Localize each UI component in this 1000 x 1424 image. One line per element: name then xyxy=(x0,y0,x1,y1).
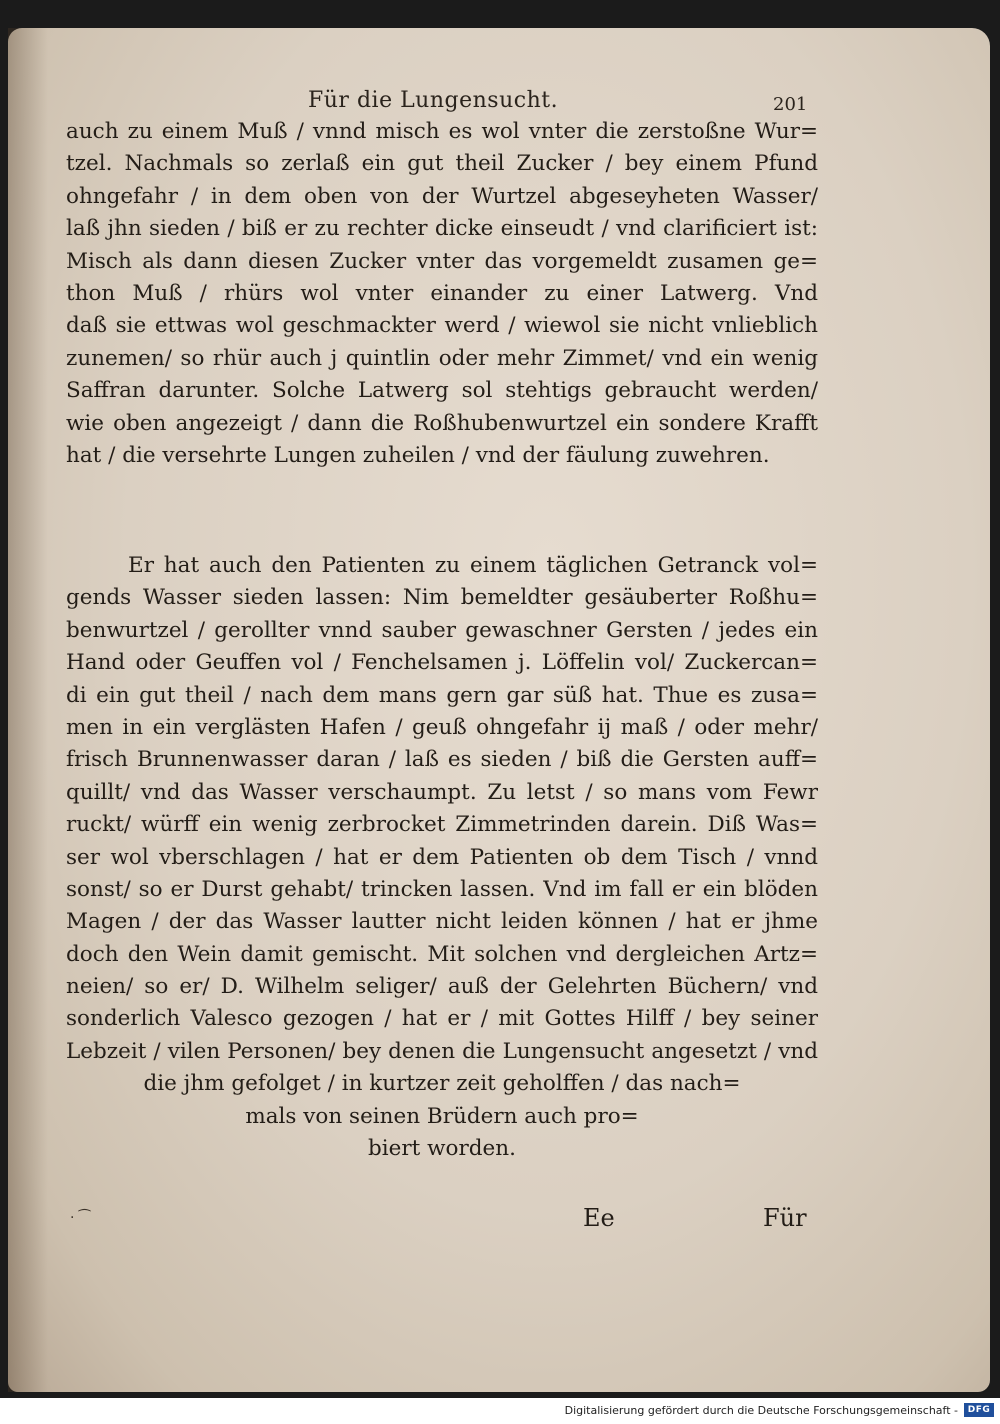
ink-mark: · ⁀ xyxy=(70,1210,91,1226)
text-line: tzel. Nachmals so zerlaß ein gut theil Zucker / bey einem Pfund xyxy=(66,151,818,177)
closing-line: mals von seinen Brüdern auch pro= xyxy=(245,1103,639,1129)
text-line: ser wol vberschlagen / hat er dem Patienten ob dem Tisch / vnnd xyxy=(66,844,818,870)
text-line: doch den Wein damit gemischt. Mit solchen vnd dergleichen Artz= xyxy=(66,941,818,967)
text-line: Er hat auch den Patienten zu einem täglichen Getranck vol= xyxy=(128,553,818,578)
text-line: di ein gut theil / nach dem mans gern gar süß hat. Thue es zusa= xyxy=(66,682,818,708)
footer-bar xyxy=(0,1398,1000,1424)
book-page xyxy=(8,28,990,1392)
text-line: ruckt/ würff ein wenig zerbrocket Zimmetrinden darein. Diß Was= xyxy=(66,812,818,838)
signature-mark: Ee xyxy=(583,1204,615,1232)
text-line: sonst/ so er Durst gehabt/ trincken lassen. Vnd im fall er ein blöden xyxy=(66,876,818,902)
paragraph-1 xyxy=(66,116,818,472)
closing-line: biert worden. xyxy=(368,1136,516,1162)
text-line: quillt/ vnd das Wasser verschaumpt. Zu letst / so mans vom Fewr xyxy=(66,779,818,805)
text-line: auch zu einem Muß / vnnd misch es wol vnter die zerstoßne Wur= xyxy=(66,119,818,144)
text-line: hat / die versehrte Lungen zuheilen / vnd der fäulung zuwehren. xyxy=(66,442,770,468)
funding-notice: Digitalisierung gefördert durch die Deutsche Forschungsgemeinschaft - xyxy=(564,1404,958,1417)
text-line: Magen / der das Wasser lautter nicht leiden können / hat er jhme xyxy=(66,909,818,935)
text-line: Hand oder Geuffen vol / Fenchelsamen j. Löffelin vol/ Zuckercan= xyxy=(66,650,818,676)
text-line: gends Wasser sieden lassen: Nim bemeldter gesäuberter Roßhu= xyxy=(66,585,818,611)
text-line: daß sie ettwas wol geschmackter werd / wiewol sie nicht vnlieblich xyxy=(66,313,818,339)
text-line: Misch als dann diesen Zucker vnter das vorgemeldt zusamen ge= xyxy=(66,248,818,274)
text-line: wie oben angezeigt / dann die Roßhubenwurtzel ein sondere Krafft xyxy=(66,410,818,436)
closing-line: die jhm gefolget / in kurtzer zeit geholffen / das nach= xyxy=(143,1071,741,1097)
text-line: men in ein verglästen Hafen / geuß ohngefahr ij maß / oder mehr/ xyxy=(66,714,818,740)
text-line: sonderlich Valesco gezogen / hat er / mit Gottes Hilff / bey seiner xyxy=(66,1006,818,1032)
catchword: Für xyxy=(763,1204,807,1232)
text-line: frisch Brunnenwasser daran / laß es sieden / biß die Gersten auff= xyxy=(66,747,818,773)
text-line: zunemen/ so rhür auch j quintlin oder mehr Zimmet/ vnd ein wenig xyxy=(66,345,818,371)
text-line: ohngefahr / in dem oben von der Wurtzel abgeseyheten Wasser/ xyxy=(66,183,818,209)
text-line: Saffran darunter. Solche Latwerg sol stehtigs gebraucht werden/ xyxy=(66,378,818,404)
page-shadow xyxy=(8,28,48,1392)
running-head: Für die Lungensucht. xyxy=(308,88,559,113)
text-line: laß jhn sieden / biß er zu rechter dicke einseudt / vnd clarificiert ist: xyxy=(66,216,818,242)
text-line: benwurtzel / gerollter vnnd sauber gewaschner Gersten / jedes ein xyxy=(66,617,818,643)
paragraph-2 xyxy=(66,550,818,1165)
page-number: 201 xyxy=(773,94,808,115)
text-line: thon Muß / rhürs wol vnter einander zu einer Latwerg. Vnd xyxy=(66,280,818,306)
dfg-logo: DFG xyxy=(964,1403,994,1417)
text-line: neien/ so er/ D. Wilhelm seliger/ auß der Gelehrten Büchern/ vnd xyxy=(66,974,818,1000)
text-line: Lebzeit / vilen Personen/ bey denen die Lungensucht angesetzt / vnd xyxy=(66,1038,818,1064)
